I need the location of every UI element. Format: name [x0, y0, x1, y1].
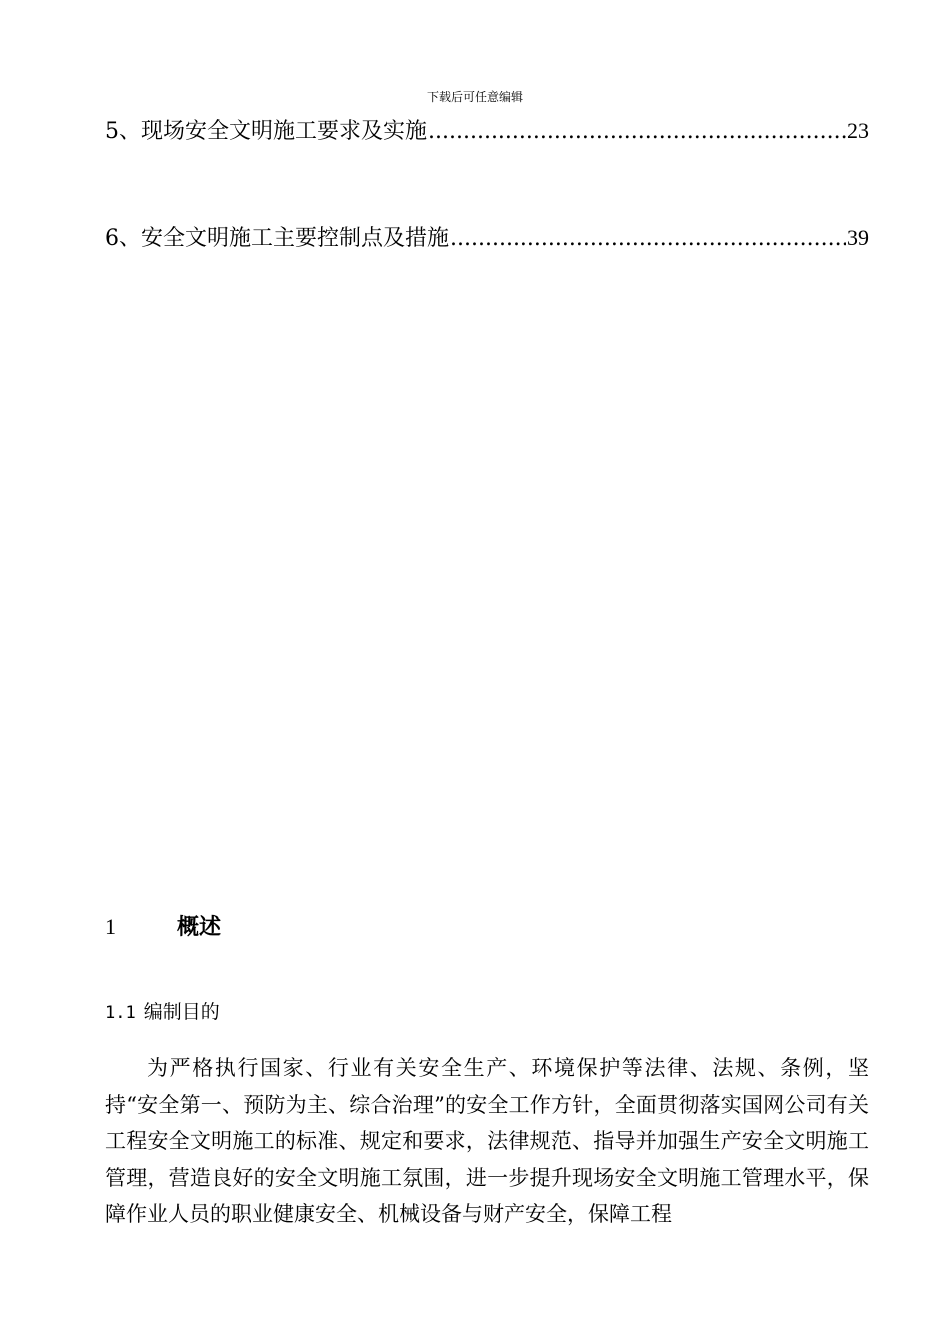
subsection-number: 1.1 — [105, 1003, 136, 1023]
toc-entry-page: 23 — [847, 118, 869, 143]
section-title: 概述 — [177, 914, 222, 940]
toc-entry-title: 6、安全文明施工主要控制点及措施 — [105, 226, 449, 251]
toc-entry-page: 39 — [847, 225, 869, 250]
body-paragraph: 为严格执行国家、行业有关安全生产、环境保护等法律、法规、条例，坚持“安全第一、预防为主、综合治理”的安全工作方针，全面贯彻落实国网公司有关工程安全文明施工的标准、规定和要求，法律规范、指导并加强生产安全文明施工管理，营造良好的安全文明施工氛围，进一步提升现场安全文明施工管理水平，保障作业人员的职业健康安全、机械设备与财产安全，保障工程 — [105, 1056, 869, 1226]
toc-entry-title: 5、现场安全文明施工要求及实施 — [105, 119, 427, 144]
toc-dot-leader — [428, 117, 846, 147]
section-heading — [105, 912, 221, 942]
toc-dot-leader — [450, 224, 846, 254]
header-note: 下载后可任意编辑 — [426, 90, 523, 104]
toc-entry[interactable] — [105, 223, 869, 254]
toc-entry[interactable] — [105, 116, 869, 147]
subsection-title: 编制目的 — [143, 1001, 220, 1023]
section-number: 1 — [105, 914, 116, 939]
subsection-heading — [105, 998, 220, 1027]
